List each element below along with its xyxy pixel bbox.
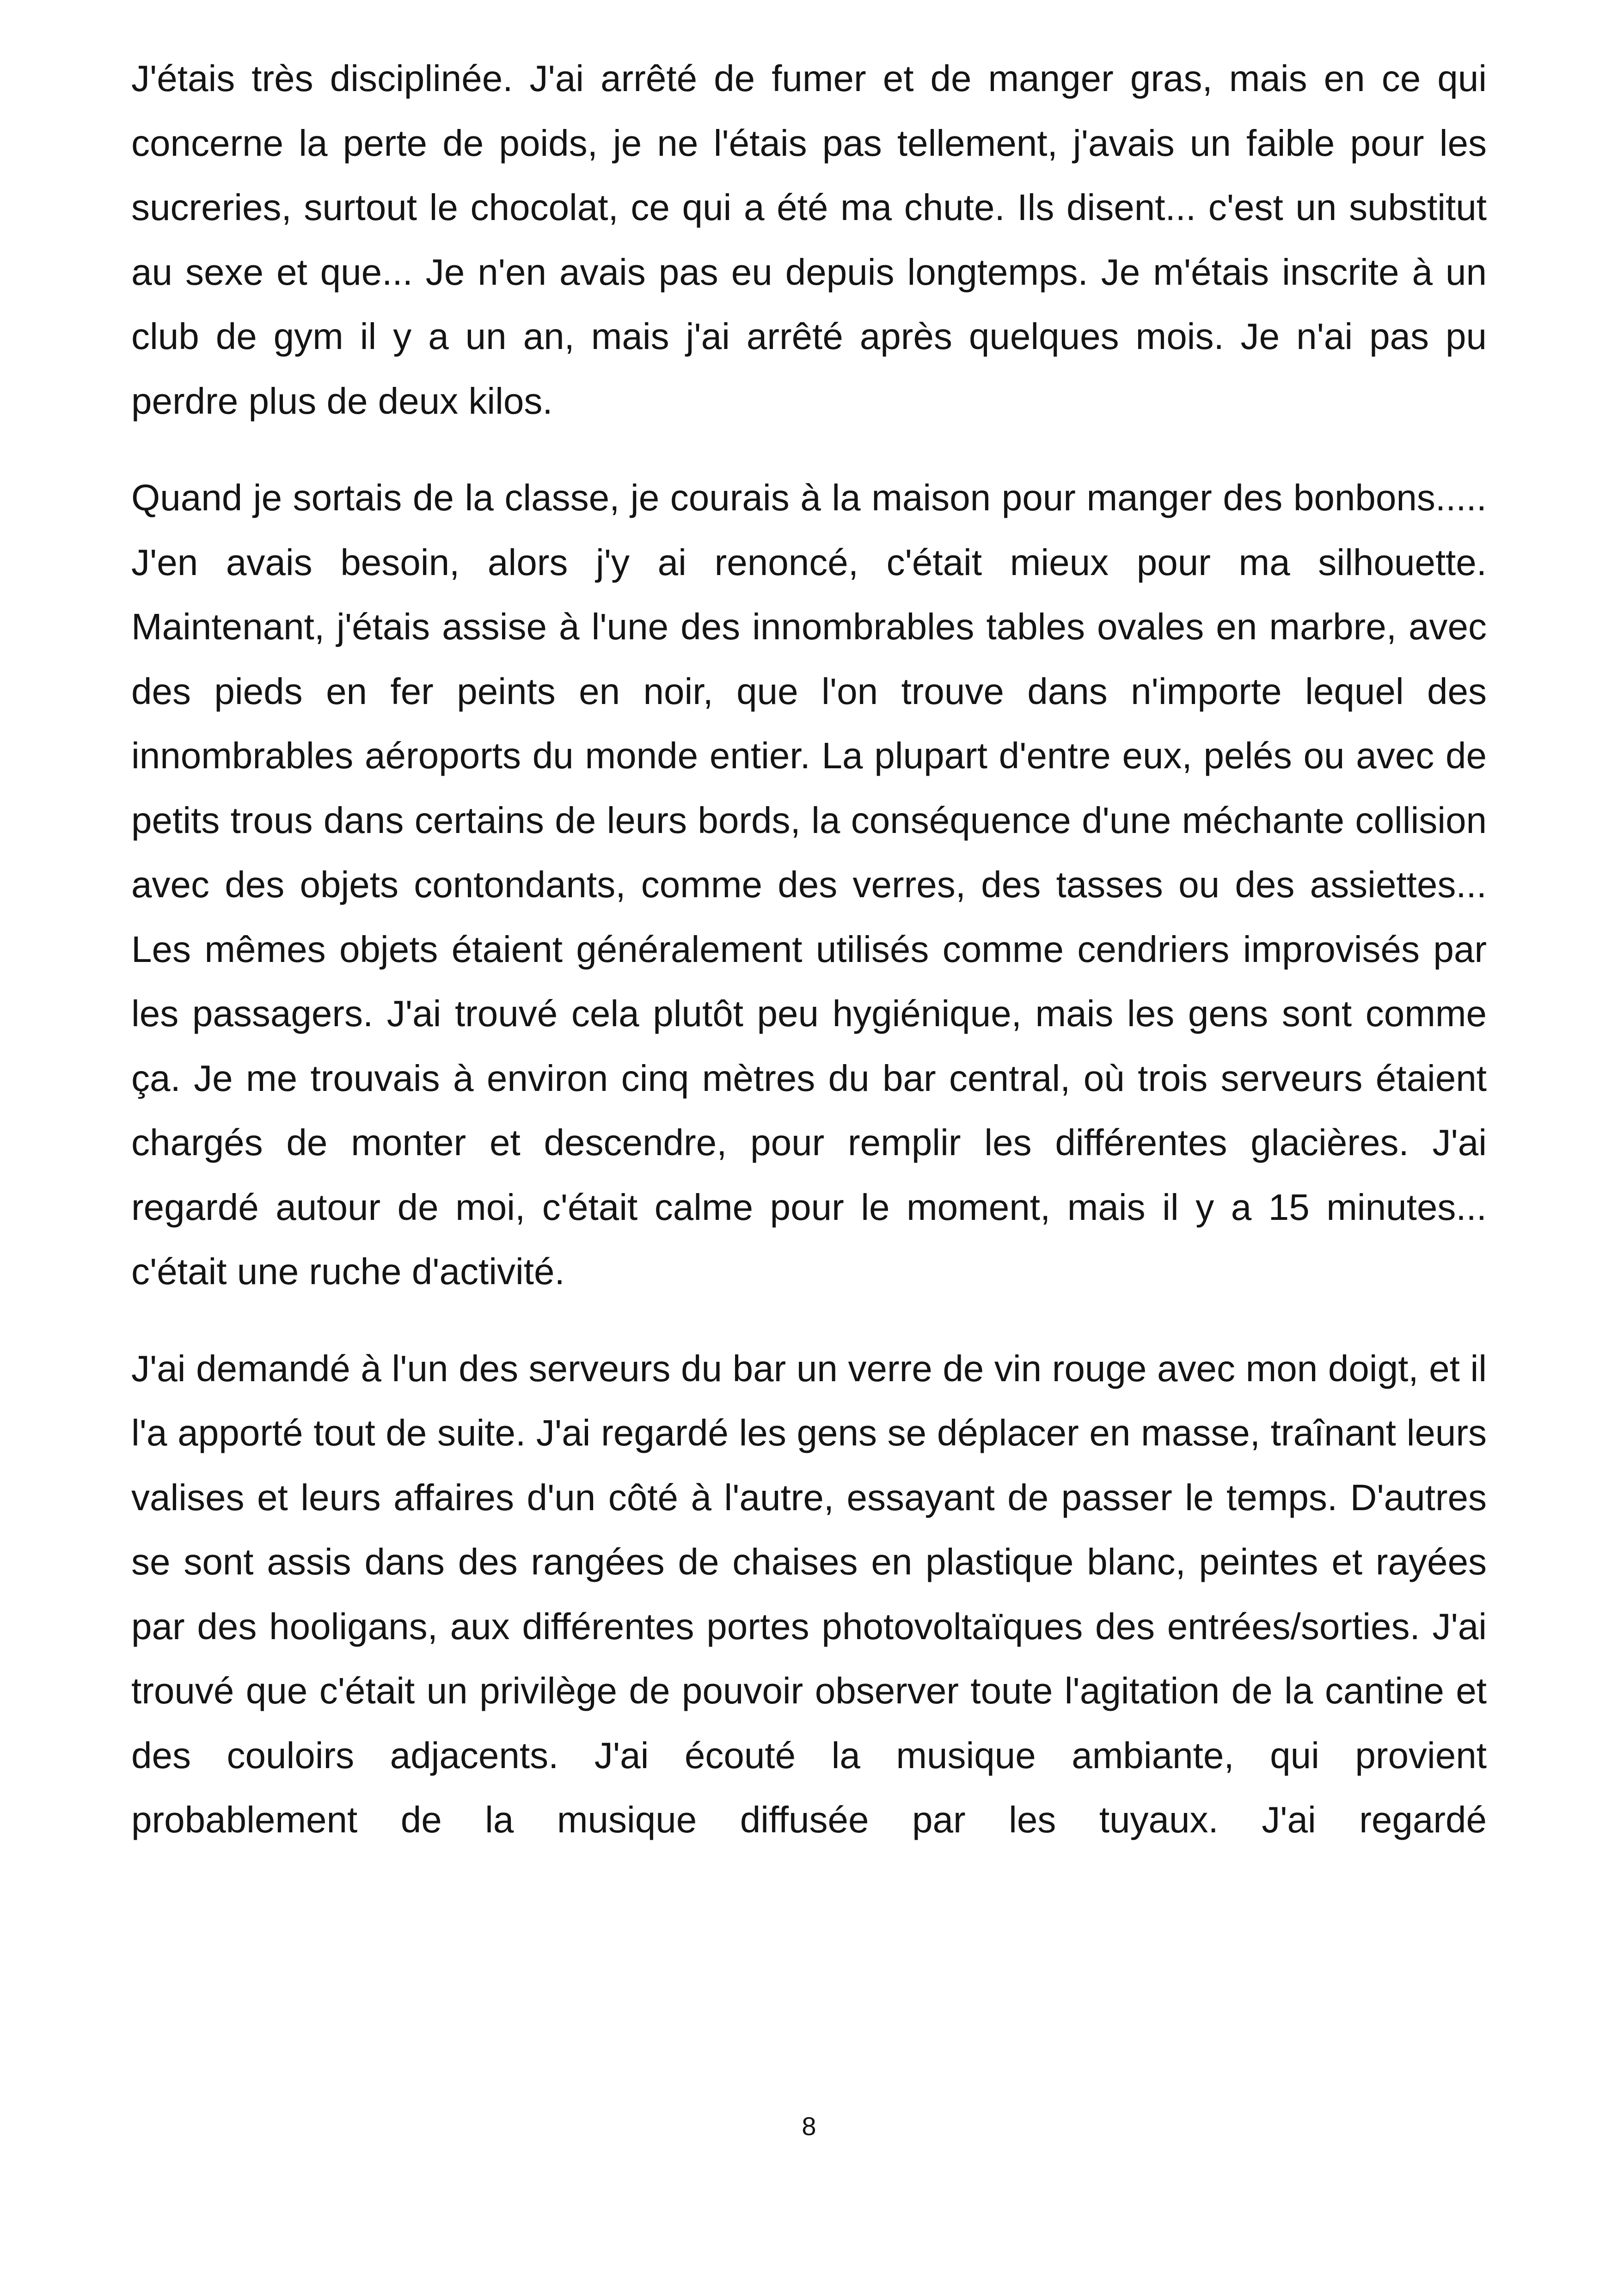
paragraph-2: Quand je sortais de la classe, je courais à la maison pour manger des bonbons..... J'en avais besoin, alors j'y ai renoncé, c'était mieux pour ma silhouette. Maintenant, j'étais assise à l'une des innombrables tables ovales en marbre, avec des pieds en fer peints en noir, que l'on trouve dans n'importe lequel des innombrables aéroports du monde entier. La plupart d'entre eux, pelés ou avec de petits trous dans certains de leurs bords, la conséquence d'une méchante collision avec des objets contondants, comme des verres, des tasses ou des assiettes... Les mêmes objets étaient généralement utilisés comme cendriers improvisés par les passagers. J'ai trouvé cela plutôt peu hygiénique, mais les gens sont comme ça. Je me trouvais à environ cinq mètres du bar central, où trois serveurs étaient chargés de monter et descendre, pour remplir les différentes glacières. J'ai regardé autour de moi, c'était calme pour le moment, mais il y a 15 minutes... c'était une ruche d'activité. (131, 477, 1487, 1292)
body-text (131, 46, 1487, 1852)
paragraph-3: J'ai demandé à l'un des serveurs du bar un verre de vin rouge avec mon doigt, et il l'a apporté tout de suite. J'ai regardé les gens se déplacer en masse, traînant leurs valises et leurs affaires d'un côté à l'autre, essayant de passer le temps. D'autres se sont assis dans des rangées de chaises en plastique blanc, peintes et rayées par des hooligans, aux différentes portes photovoltaïques des entrées/sorties. J'ai trouvé que c'était un privilège de pouvoir observer toute l'agitation de la cantine et des couloirs adjacents. J'ai écouté la musique ambiante, qui provient probablement de la musique diffusée par les tuyaux. J'ai regardé (131, 1347, 1487, 1840)
page-number: 8 (802, 2112, 816, 2141)
paragraph-1: J'étais très disciplinée. J'ai arrêté de fumer et de manger gras, mais en ce qui concerne la perte de poids, je ne l'étais pas tellement, j'avais un faible pour les sucreries, surtout le chocolat, ce qui a été ma chute. Ils disent... c'est un substitut au sexe et que... Je n'en avais pas eu depuis longtemps. Je m'étais inscrite à un club de gym il y a un an, mais j'ai arrêté après quelques mois. Je n'ai pas pu perdre plus de deux kilos. (131, 58, 1487, 422)
